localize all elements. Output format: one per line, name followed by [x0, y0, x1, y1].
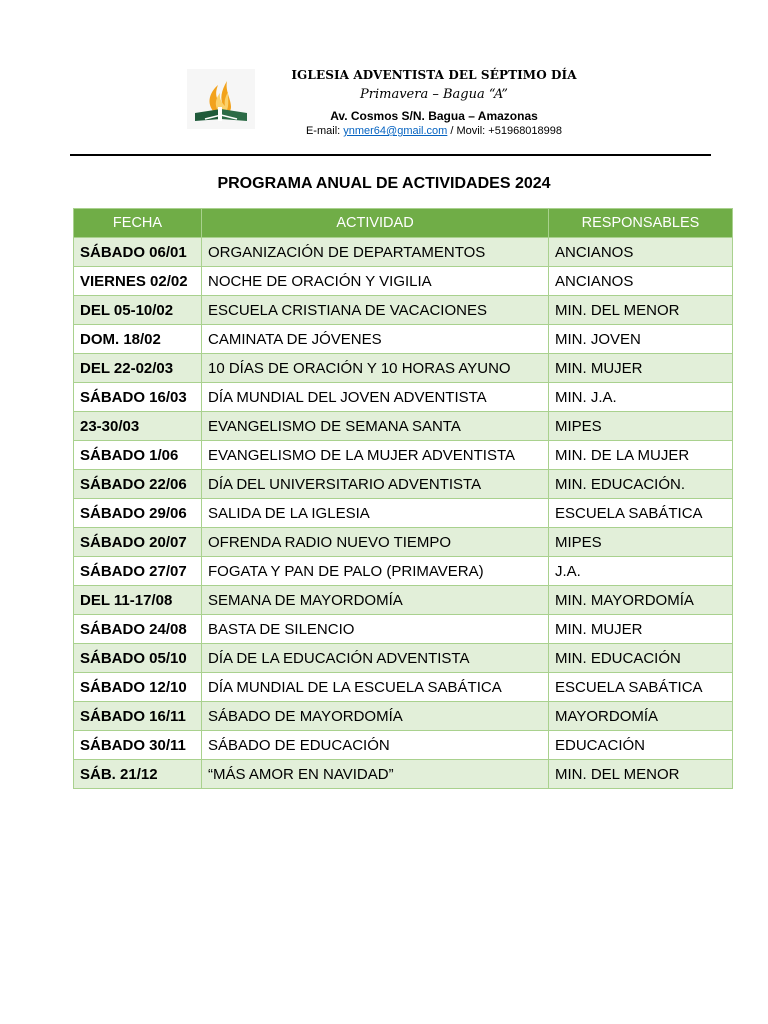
cell-responsables: MIN. DEL MENOR — [549, 760, 733, 789]
table-row — [74, 238, 733, 267]
cell-responsables: MAYORDOMÍA — [549, 702, 733, 731]
table-row — [74, 267, 733, 296]
cell-fecha: VIERNES 02/02 — [74, 267, 202, 296]
cell-responsables: MIN. MUJER — [549, 615, 733, 644]
cell-responsables: ESCUELA SABÁTICA — [549, 673, 733, 702]
church-subtitle: Primavera – Bagua “A” — [360, 87, 508, 102]
cell-actividad: CAMINATA DE JÓVENES — [202, 325, 549, 354]
cell-fecha: SÁBADO 24/08 — [74, 615, 202, 644]
table-header-row — [74, 209, 733, 238]
cell-actividad: 10 DÍAS DE ORACIÓN Y 10 HORAS AYUNO — [202, 354, 549, 383]
table-row — [74, 731, 733, 760]
table-row — [74, 354, 733, 383]
table-row — [74, 383, 733, 412]
table-row — [74, 499, 733, 528]
table-row — [74, 296, 733, 325]
column-header-responsables: RESPONSABLES — [549, 209, 733, 238]
cell-responsables: MIN. JOVEN — [549, 325, 733, 354]
cell-actividad: EVANGELISMO DE LA MUJER ADVENTISTA — [202, 441, 549, 470]
church-address: Av. Cosmos S/N. Bagua – Amazonas — [330, 109, 538, 123]
church-name: IGLESIA ADVENTISTA DEL SÉPTIMO DÍA — [291, 68, 577, 82]
cell-actividad: ESCUELA CRISTIANA DE VACACIONES — [202, 296, 549, 325]
table-row — [74, 325, 733, 354]
cell-responsables: MIN. J.A. — [549, 383, 733, 412]
cell-responsables: J.A. — [549, 557, 733, 586]
header-divider — [70, 154, 711, 156]
cell-responsables: MIPES — [549, 528, 733, 557]
activities-table — [73, 208, 733, 789]
cell-responsables: ANCIANOS — [549, 267, 733, 296]
cell-fecha: SÁBADO 1/06 — [74, 441, 202, 470]
table-row — [74, 702, 733, 731]
table-row — [74, 673, 733, 702]
cell-fecha: SÁBADO 27/07 — [74, 557, 202, 586]
cell-fecha: DEL 11-17/08 — [74, 586, 202, 615]
cell-responsables: MIN. MAYORDOMÍA — [549, 586, 733, 615]
church-logo-icon — [187, 69, 255, 129]
email-label: E-mail: — [305, 125, 344, 137]
cell-actividad: NOCHE DE ORACIÓN Y VIGILIA — [202, 267, 549, 296]
cell-fecha: SÁBADO 30/11 — [74, 731, 202, 760]
cell-responsables: EDUCACIÓN — [549, 731, 733, 760]
page-title: PROGRAMA ANUAL DE ACTIVIDADES 2024 — [217, 175, 551, 192]
cell-fecha: SÁBADO 16/03 — [74, 383, 202, 412]
email-link[interactable]: ynmer64@gmail.com — [343, 125, 448, 137]
cell-fecha: SÁBADO 06/01 — [74, 238, 202, 267]
table-row — [74, 528, 733, 557]
cell-fecha: DEL 22-02/03 — [74, 354, 202, 383]
cell-responsables: ANCIANOS — [549, 238, 733, 267]
cell-actividad: DÍA DEL UNIVERSITARIO ADVENTISTA — [202, 470, 549, 499]
column-header-fecha: FECHA — [74, 209, 202, 238]
cell-actividad: BASTA DE SILENCIO — [202, 615, 549, 644]
church-contact — [274, 125, 594, 137]
cell-actividad: SÁBADO DE MAYORDOMÍA — [202, 702, 549, 731]
cell-fecha: SÁBADO 16/11 — [74, 702, 202, 731]
phone-text: / Movil: +51968018998 — [447, 125, 563, 137]
cell-fecha: SÁBADO 05/10 — [74, 644, 202, 673]
cell-fecha: SÁB. 21/12 — [74, 760, 202, 789]
cell-actividad: DÍA MUNDIAL DE LA ESCUELA SABÁTICA — [202, 673, 549, 702]
cell-responsables: ESCUELA SABÁTICA — [549, 499, 733, 528]
letterhead — [0, 0, 768, 160]
cell-fecha: DEL 05-10/02 — [74, 296, 202, 325]
cell-responsables: MIN. EDUCACIÓN. — [549, 470, 733, 499]
cell-actividad: SÁBADO DE EDUCACIÓN — [202, 731, 549, 760]
cell-fecha: DOM. 18/02 — [74, 325, 202, 354]
table-row — [74, 470, 733, 499]
column-header-actividad: ACTIVIDAD — [202, 209, 549, 238]
table-row — [74, 557, 733, 586]
cell-actividad: EVANGELISMO DE SEMANA SANTA — [202, 412, 549, 441]
table-row — [74, 644, 733, 673]
cell-actividad: “MÁS AMOR EN NAVIDAD” — [202, 760, 549, 789]
table-row — [74, 760, 733, 789]
table-row — [74, 412, 733, 441]
cell-actividad: ORGANIZACIÓN DE DEPARTAMENTOS — [202, 238, 549, 267]
cell-responsables: MIN. MUJER — [549, 354, 733, 383]
cell-actividad: DÍA DE LA EDUCACIÓN ADVENTISTA — [202, 644, 549, 673]
cell-responsables: MIPES — [549, 412, 733, 441]
table-row — [74, 586, 733, 615]
cell-actividad: SALIDA DE LA IGLESIA — [202, 499, 549, 528]
table-row — [74, 441, 733, 470]
cell-fecha: SÁBADO 12/10 — [74, 673, 202, 702]
cell-actividad: FOGATA Y PAN DE PALO (PRIMAVERA) — [202, 557, 549, 586]
cell-fecha: SÁBADO 29/06 — [74, 499, 202, 528]
cell-responsables: MIN. DE LA MUJER — [549, 441, 733, 470]
cell-responsables: MIN. DEL MENOR — [549, 296, 733, 325]
cell-actividad: OFRENDA RADIO NUEVO TIEMPO — [202, 528, 549, 557]
cell-actividad: SEMANA DE MAYORDOMÍA — [202, 586, 549, 615]
cell-responsables: MIN. EDUCACIÓN — [549, 644, 733, 673]
cell-fecha: SÁBADO 20/07 — [74, 528, 202, 557]
cell-fecha: SÁBADO 22/06 — [74, 470, 202, 499]
cell-actividad: DÍA MUNDIAL DEL JOVEN ADVENTISTA — [202, 383, 549, 412]
cell-fecha: 23-30/03 — [74, 412, 202, 441]
table-row — [74, 615, 733, 644]
